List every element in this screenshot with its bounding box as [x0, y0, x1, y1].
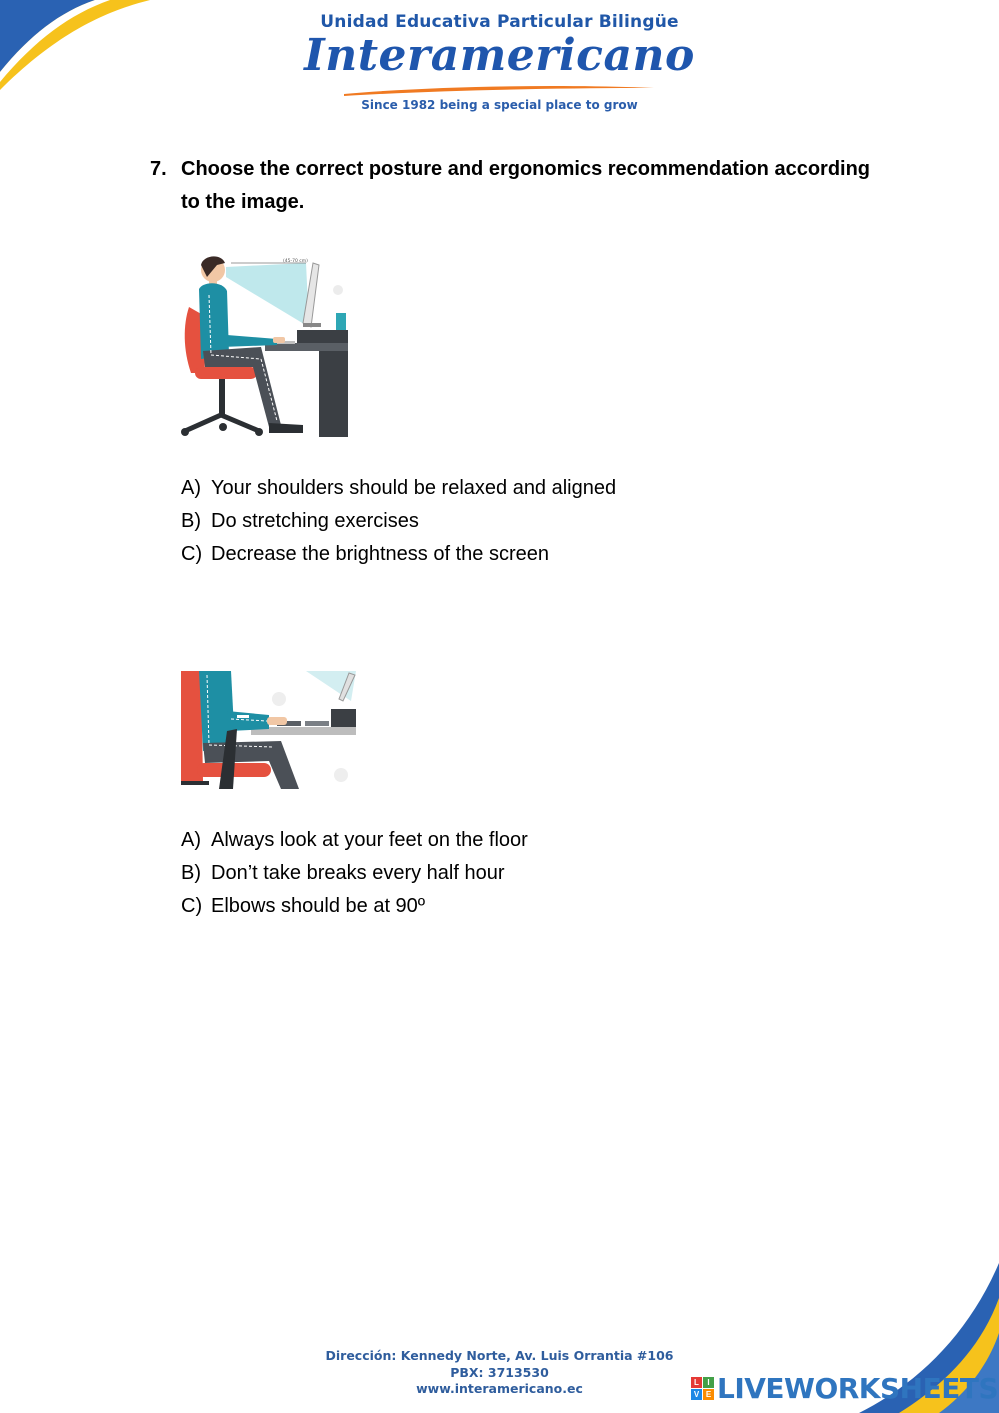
school-brand-logo: Interamericano	[304, 30, 695, 81]
footer-address: Dirección: Kennedy Norte, Av. Luis Orrantia #106	[325, 1348, 674, 1363]
question-number: 7.	[150, 158, 167, 180]
brand-swoosh	[342, 84, 656, 98]
option-c[interactable]: C) Elbows should be at 90º	[181, 895, 426, 917]
options-exercise-1	[181, 472, 616, 571]
option-c[interactable]: C) Decrease the brightness of the screen	[181, 543, 549, 565]
distance-label: (45-70 cm)	[283, 259, 308, 264]
option-b[interactable]: B) Do stretching exercises	[181, 510, 419, 532]
option-b[interactable]: B) Don’t take breaks every half hour	[181, 862, 505, 884]
ergonomic-posture-illustration	[181, 255, 348, 437]
options-exercise-2	[181, 824, 528, 923]
liveworksheets-watermark	[691, 1370, 998, 1406]
school-tagline: Since 1982 being a special place to grow	[361, 98, 638, 112]
option-a[interactable]: A) Always look at your feet on the floor	[181, 829, 528, 851]
option-a[interactable]: A) Your shoulders should be relaxed and aligned	[181, 477, 617, 499]
question-text: Choose the correct posture and ergonomics recommendation according to the image.	[181, 158, 871, 213]
liveworksheets-logo-icon: L I V E	[691, 1377, 714, 1400]
footer-website: www.interamericano.ec	[416, 1381, 583, 1396]
ergonomic-arms-illustration	[181, 671, 356, 789]
question-7	[150, 153, 890, 219]
liveworksheets-text: LIVEWORKSHEETS	[717, 1371, 999, 1405]
footer-phone: PBX: 3713530	[450, 1364, 549, 1380]
school-name: Unidad Educativa Particular Bilingüe	[320, 12, 679, 32]
